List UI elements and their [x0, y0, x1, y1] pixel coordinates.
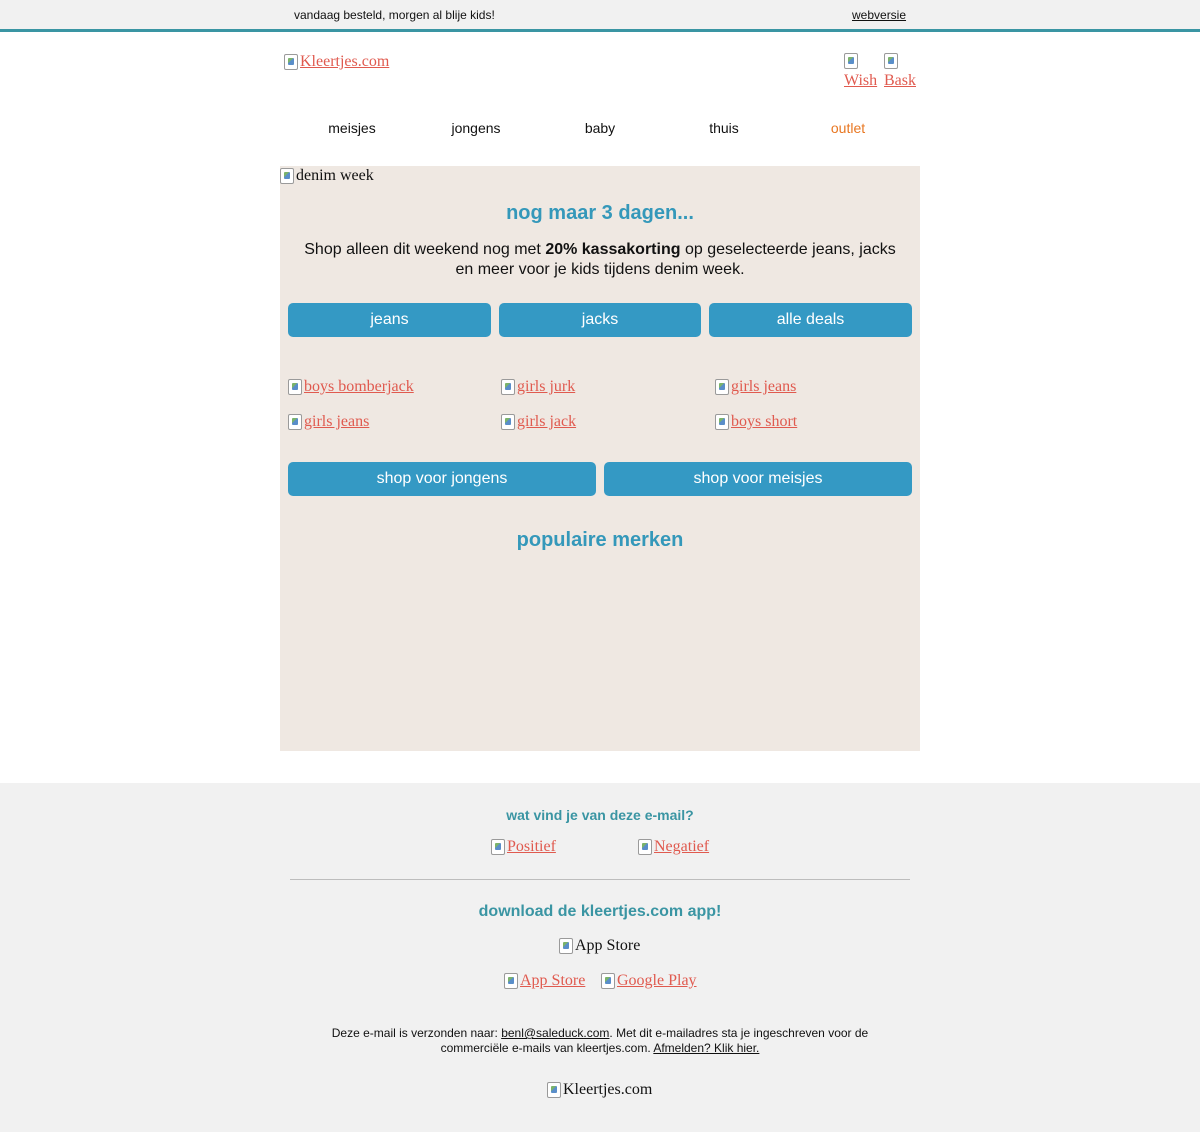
- apple-icon: [504, 973, 518, 989]
- app-title: download de kleertjes.com app!: [478, 903, 722, 920]
- google-play-icon: [601, 973, 615, 989]
- broken-image-icon: [284, 54, 298, 70]
- product-link[interactable]: [715, 413, 797, 431]
- broken-image-icon: [501, 379, 515, 395]
- tagline: vandaag besteld, morgen al blije kids!: [294, 8, 495, 22]
- product-link[interactable]: [715, 378, 796, 396]
- footer-divider: [290, 879, 910, 880]
- nav-item-outlet[interactable]: outlet: [830, 120, 866, 136]
- legal-text-1: Deze e-mail is verzonden naar:: [331, 1026, 502, 1040]
- intro-text-2: op geselecteerde jeans, jacks en meer voor je kids tijdens denim week.: [455, 241, 896, 278]
- main-nav: [290, 120, 910, 136]
- brands-title: populaire merken: [516, 529, 684, 551]
- logo-alt-text: Kleertjes.com: [300, 53, 390, 70]
- hero-alt-text: denim week: [296, 167, 374, 184]
- footer-logo: [547, 1081, 652, 1099]
- shop-jongens-button[interactable]: shop voor jongens: [288, 462, 596, 496]
- alle-deals-button[interactable]: alle deals: [709, 303, 912, 337]
- legal-text: [320, 1026, 880, 1056]
- feedback-title: wat vind je van deze e-mail?: [506, 807, 694, 823]
- broken-image-icon: [884, 53, 898, 69]
- hero-intro: [300, 240, 900, 280]
- app-banner-image: [559, 937, 640, 955]
- product-alt-text: girls jeans: [304, 413, 370, 430]
- broken-image-icon: [715, 414, 729, 430]
- product-alt-text: boys bomberjack: [304, 378, 414, 395]
- product-alt-text: girls jurk: [517, 378, 576, 395]
- positive-feedback-link[interactable]: [491, 838, 556, 856]
- product-alt-text: girls jeans: [731, 378, 797, 395]
- product-link[interactable]: [288, 378, 414, 396]
- jeans-button[interactable]: jeans: [288, 303, 491, 337]
- shop-meisjes-button[interactable]: shop voor meisjes: [604, 462, 912, 496]
- footer-logo-alt-text: Kleertjes.com: [563, 1081, 653, 1098]
- hero-headline: nog maar 3 dagen...: [506, 202, 694, 224]
- footer: [0, 783, 1200, 1132]
- product-alt-text: girls jack: [517, 413, 577, 430]
- hero-image: [280, 167, 374, 185]
- broken-image-icon: [559, 938, 573, 954]
- broken-image-icon: [547, 1082, 561, 1098]
- negative-alt-text: Negatief: [654, 838, 710, 855]
- nav-item-baby[interactable]: baby: [584, 120, 616, 136]
- nav-item-jongens[interactable]: jongens: [451, 120, 501, 136]
- legal-text-2: . Met dit e-mailadres sta je ingeschreven voor de commerciële e-mails van kleertjes.com.: [440, 1026, 869, 1055]
- negative-feedback-link[interactable]: [638, 838, 709, 856]
- google-play-alt-text: Google Play: [617, 972, 697, 989]
- broken-image-icon: [288, 379, 302, 395]
- wishlist-link[interactable]: [844, 53, 878, 89]
- basket-link[interactable]: [884, 53, 918, 89]
- app-store-link[interactable]: [504, 972, 585, 990]
- webversie-link[interactable]: webversie: [852, 8, 907, 22]
- logo-link[interactable]: [284, 53, 389, 71]
- product-link[interactable]: [501, 413, 576, 431]
- recipient-email-link[interactable]: benl@saleduck.com: [501, 1026, 610, 1040]
- product-link[interactable]: [288, 413, 369, 431]
- product-alt-text: boys short: [731, 413, 798, 430]
- wishlist-alt-text: Wish: [844, 72, 878, 89]
- intro-highlight: 20% kassakorting: [545, 241, 681, 258]
- nav-item-meisjes[interactable]: meisjes: [328, 120, 376, 136]
- product-link[interactable]: [501, 378, 575, 396]
- broken-image-icon: [501, 414, 515, 430]
- app-banner-alt-text: App Store: [575, 937, 641, 954]
- thumbs-up-icon: [491, 839, 505, 855]
- google-play-link[interactable]: [601, 972, 697, 990]
- basket-alt-text: Bask: [884, 72, 916, 89]
- positive-alt-text: Positief: [507, 838, 556, 855]
- broken-image-icon: [288, 414, 302, 430]
- intro-text-1: Shop alleen dit weekend nog met: [304, 241, 546, 258]
- jacks-button[interactable]: jacks: [499, 303, 701, 337]
- app-store-alt-text: App Store: [520, 972, 586, 989]
- broken-image-icon: [715, 379, 729, 395]
- thumbs-down-icon: [638, 839, 652, 855]
- broken-image-icon: [844, 53, 858, 69]
- broken-image-icon: [280, 168, 294, 184]
- main-content: [280, 166, 920, 751]
- unsubscribe-link[interactable]: Afmelden? Klik hier.: [653, 1041, 760, 1055]
- nav-item-thuis[interactable]: thuis: [709, 120, 739, 136]
- top-bar: [0, 0, 1200, 32]
